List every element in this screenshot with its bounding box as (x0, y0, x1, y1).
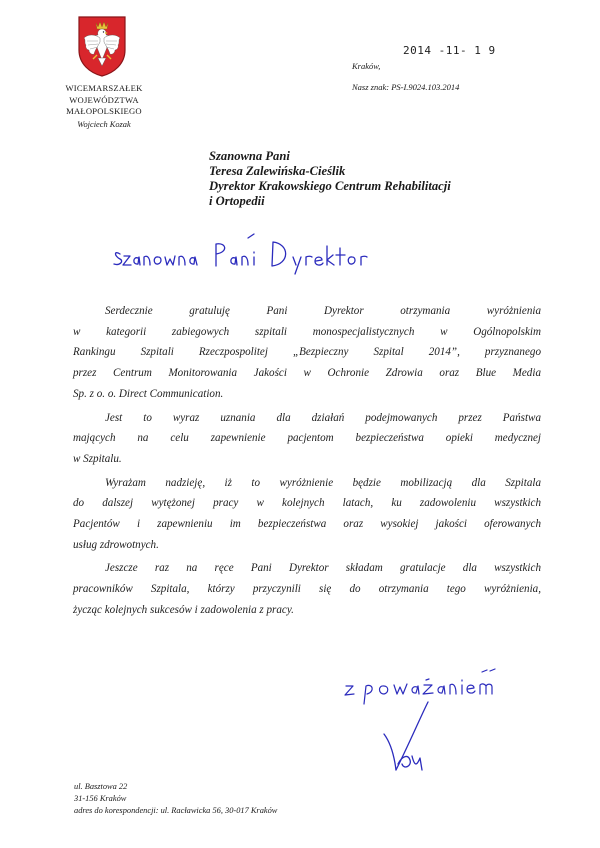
footer-address (74, 781, 277, 817)
body-line: w kategorii zabiegowych szpitali monospecjalistycznych w Ogólnopolskim (73, 325, 541, 338)
body-line: Serdecznie gratuluję Pani Dyrektor otrzymania wyróżnienia (105, 305, 541, 317)
recipient-title-continued: i Ortopedii (209, 194, 265, 208)
body-line: w Szpitalu. (73, 452, 122, 465)
body-line: Pacjentów i zapewnieniu im bezpieczeństwa oraz wysokiej jakości oferowanych (73, 518, 541, 531)
issuer-name: Wojciech Kozak (77, 119, 131, 129)
issuer-title-line-3: MAŁOPOLSKIEGO (66, 106, 142, 116)
body-line: Wyrażam nadzieję, iż to wyróżnienie będzie mobilizacją dla Szpitala (105, 476, 541, 489)
letter-body (73, 301, 541, 621)
recipient-block (209, 149, 549, 209)
malopolska-eagle-crest-icon (76, 14, 128, 78)
footer-correspondence-address: adres do korespondencji: ul. Racławicka 56, 30-017 Kraków (74, 806, 278, 815)
recipient-title: Dyrektor Krakowskiego Centrum Rehabilitacji (209, 179, 451, 193)
recipient-salutation: Szanowna Pani (209, 149, 290, 163)
city-label: Kraków, (352, 61, 381, 71)
body-line: Rankingu Szpitali Rzeczpospolitej „Bezpieczny Szpital 2014”, przyznanego (73, 346, 541, 359)
body-line: Jest to wyraz uznania dla działań podejmowanych przez Państwa (105, 411, 541, 424)
handwritten-signature-icon (376, 698, 436, 776)
body-line: przez Centrum Monitorowania Jakości w Ochronie Zdrowia oraz Blue Media (73, 367, 541, 380)
footer-postal: 31-156 Kraków (74, 794, 127, 803)
issuer-block (64, 83, 144, 131)
reference-number: Nasz znak: PS-I.9024.103.2014 (352, 82, 460, 92)
issuer-title-line-1: WICEMARSZAŁEK (65, 83, 143, 93)
body-line: Sp. z o. o. Direct Communication. (73, 387, 224, 400)
body-paragraph-2 (73, 408, 541, 470)
body-line: mających na celu zapewnienie pacjentom bezpieczeństwa opieki medycznej (73, 432, 541, 445)
body-line: Jeszcze raz na ręce Pani Dyrektor składam gratulacje dla wszystkich (105, 562, 541, 575)
handwritten-salutation (108, 232, 388, 277)
footer-street: ul. Basztowa 22 (74, 782, 128, 791)
body-line: pracowników Szpitala, którzy przyczynili się do otrzymania tego wyróżnienia, (73, 583, 541, 596)
date-stamp: 2014 -11- 1 9 (403, 44, 496, 57)
body-line: usług zdrowotnych. (73, 538, 159, 551)
recipient-name: Teresa Zalewińska-Cieślik (209, 164, 346, 178)
body-paragraph-3 (73, 473, 541, 556)
body-line: życząc kolejnych sukcesów i zadowolenia z pracy. (73, 603, 294, 616)
body-paragraph-4 (73, 558, 541, 620)
body-paragraph-1 (73, 301, 541, 405)
body-line: do dalszej wytężonej pracy w kolejnych latach, ku zadowoleniu wszystkich (73, 497, 541, 510)
issuer-title-line-2: WOJEWÓDZTWA (69, 94, 139, 105)
